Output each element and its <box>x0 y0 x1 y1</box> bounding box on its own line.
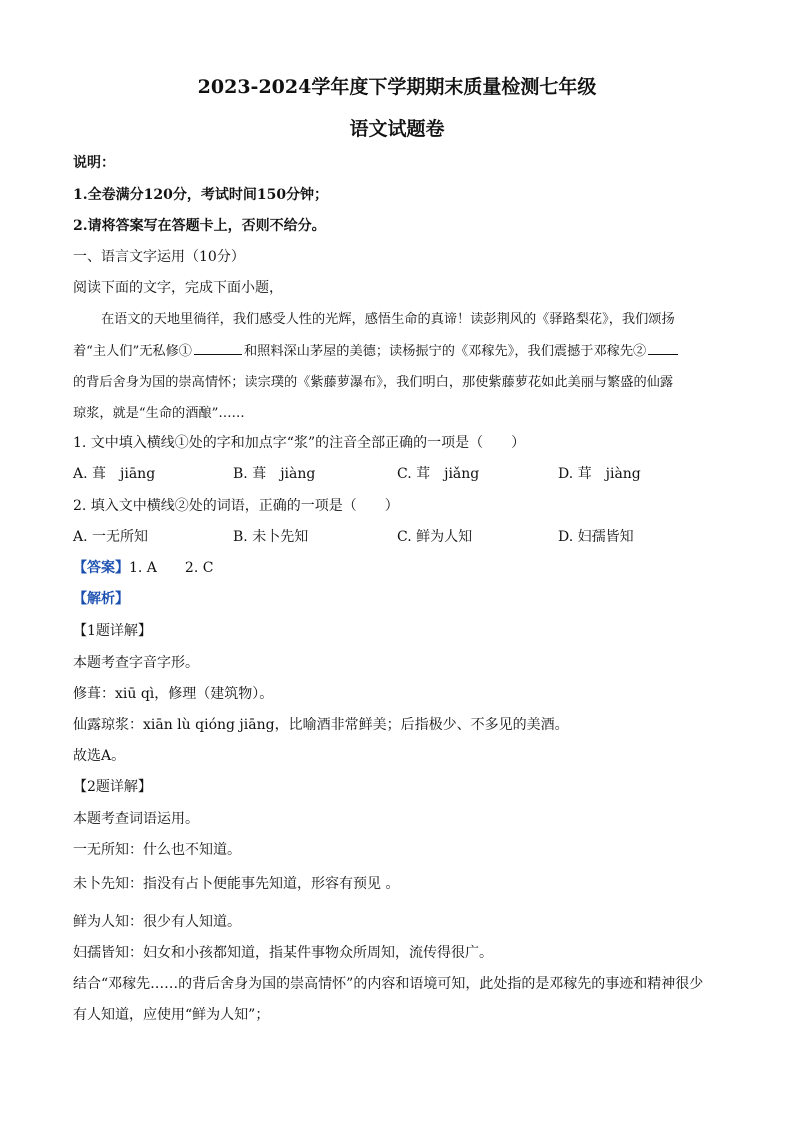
question-2-stem: 2. 填入文中横线②处的词语，正确的一项是（ ） <box>73 498 399 514</box>
instructions-label: 说明： <box>73 155 115 171</box>
section-heading: 一、语言文字运用（10分） <box>73 249 245 265</box>
question-1-stem: 1. 文中填入横线①处的字和加点字“浆”的注音全部正确的一项是（ ） <box>73 435 526 451</box>
q1-detail-heading: 【1题详解】 <box>73 623 152 639</box>
analysis-tag: 【解析】 <box>73 591 129 607</box>
analysis-text-line: 故选A。 <box>73 748 126 764</box>
q1-option-a: A. 葺 jiāng <box>73 466 156 482</box>
q2-option-d: D. 妇孺皆知 <box>558 529 634 545</box>
passage-line-2a: 着“主人们”无私修① <box>73 344 192 359</box>
answer-line <box>73 557 213 577</box>
q2-option-b: B. 未卜先知 <box>233 529 309 545</box>
instruction-item-2: 2.请将答案写在答题卡上，否则不给分。 <box>73 218 326 234</box>
q1-option-c: C. 茸 jiǎng <box>397 466 480 482</box>
passage-line-2b: 和照料深山茅屋的美德；读杨振宁的《邓稼先》，我们震撼于邓稼先② <box>243 344 647 359</box>
answer-text: 1. A 2. C <box>129 560 214 576</box>
reading-prompt: 阅读下面的文字，完成下面小题， <box>73 280 283 296</box>
analysis-text-line: 本题考查词语运用。 <box>73 811 199 827</box>
analysis-text-line: 仙露琼浆：xiān lù qióng jiāng，比喻酒非常鲜美；后指极少、不多见的美酒。 <box>73 717 569 733</box>
q2-detail-heading: 【2题详解】 <box>73 779 152 795</box>
passage-line-2 <box>73 340 680 359</box>
analysis-text-line: 有人知道，应使用“鲜为人知”； <box>73 1007 270 1023</box>
blank-2 <box>648 342 678 355</box>
q2-option-a: A. 一无所知 <box>73 529 149 545</box>
blank-1 <box>194 342 242 355</box>
passage-line-1: 在语文的天地里徜徉，我们感受人性的光辉，感悟生命的真谛！读彭荆风的《驿路梨花》，我们颂扬 <box>101 312 675 327</box>
analysis-text-line: 鲜为人知：很少有人知道。 <box>73 914 241 930</box>
q1-option-b: B. 葺 jiàng <box>233 466 316 482</box>
analysis-text-line: 本题考查字音字形。 <box>73 655 199 671</box>
analysis-text-line: 未卜先知：指没有占卜便能事先知道，形容有预见 。 <box>73 876 400 892</box>
exam-title: 2023-2024学年度下学期期末质量检测七年级 <box>197 76 597 98</box>
passage-line-3: 的背后舍身为国的崇高情怀；读宗璞的《紫藤萝瀑布》，我们明白，那使紫藤萝花如此美丽与繁盛的仙露 <box>73 375 674 390</box>
q1-option-d: D. 茸 jiàng <box>558 466 641 482</box>
analysis-text-line: 修葺：xiū qì，修理（建筑物）。 <box>73 686 274 702</box>
instruction-item-1: 1.全卷满分120分，考试时间150分钟； <box>73 187 329 203</box>
analysis-line <box>73 588 129 608</box>
analysis-text-line: 一无所知：什么也不知道。 <box>73 842 241 858</box>
analysis-text-line: 结合“邓稼先……的背后舍身为国的崇高情怀”的内容和语境可知，此处指的是邓稼先的事迹和精神很少 <box>73 976 704 992</box>
exam-subtitle: 语文试题卷 <box>349 118 445 140</box>
passage-line-4: 琼浆，就是“生命的酒酿”…… <box>73 406 245 421</box>
answer-tag: 【答案】 <box>73 560 129 576</box>
q2-option-c: C. 鲜为人知 <box>397 529 473 545</box>
analysis-text-line: 妇孺皆知：妇女和小孩都知道，指某件事物众所周知，流传得很广。 <box>73 945 493 961</box>
